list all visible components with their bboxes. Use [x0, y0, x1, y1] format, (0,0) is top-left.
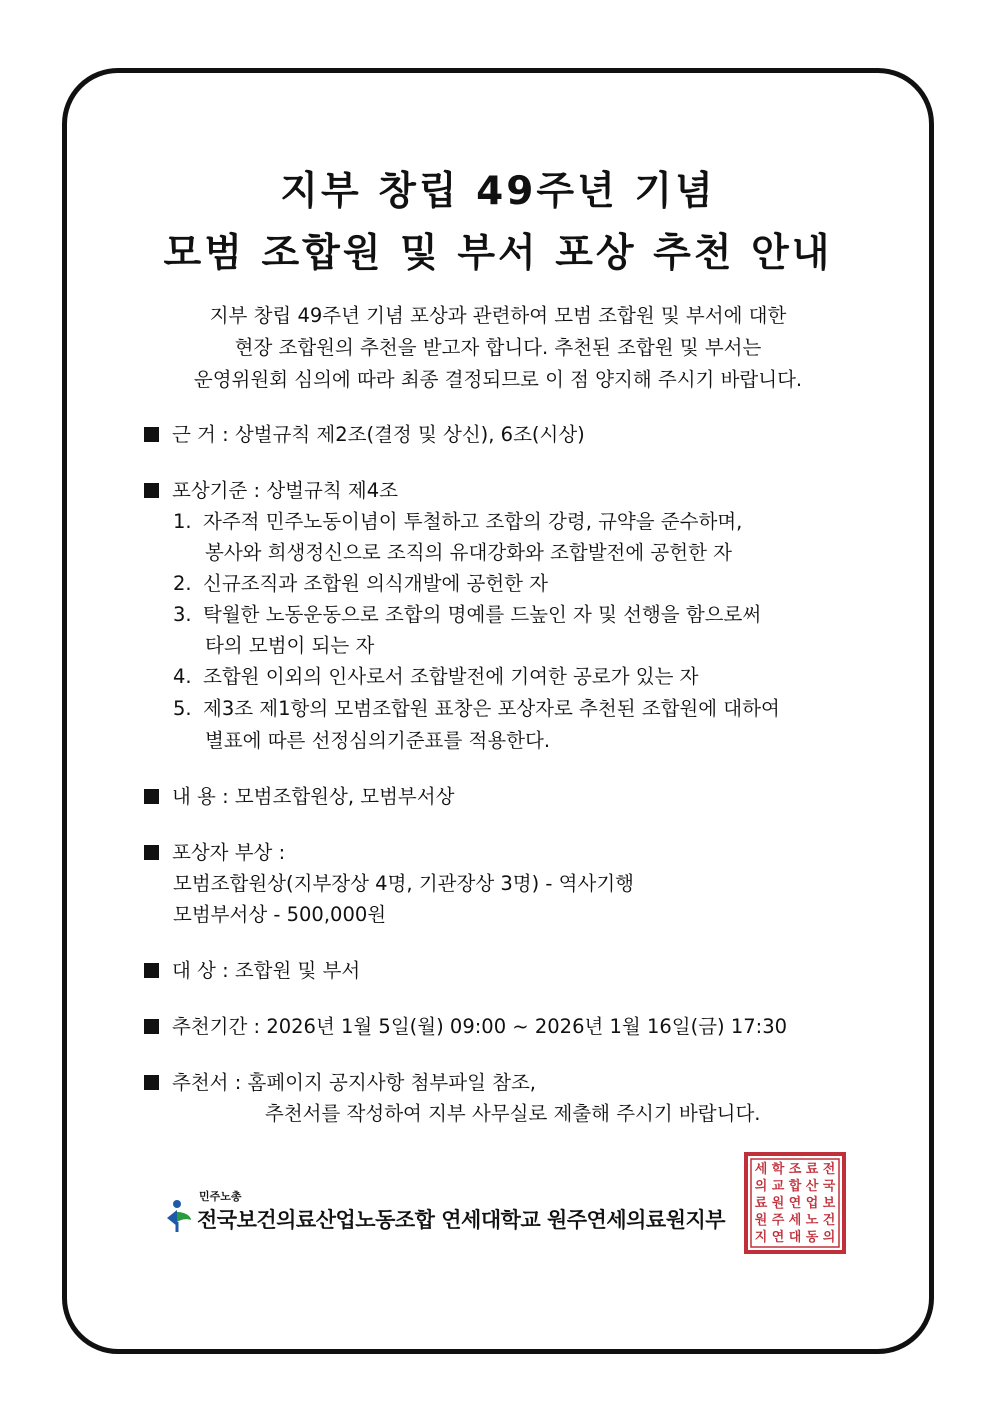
item-text: 제3조 제1항의 모범조합원 표창은 포상자로 추천된 조합원에 대하여: [203, 697, 780, 720]
basis-text: 근 거 : 상벌규칙 제2조(결정 및 상신), 6조(시상): [172, 423, 585, 446]
period-text: 추천기간 : 2026년 1월 5일(월) 09:00 ~ 2026년 1월 16일(금) 17:30: [172, 1015, 788, 1038]
criteria-heading-text: 포상기준 : 상벌규칙 제4조: [172, 479, 398, 502]
seal-glyph: 연: [771, 1230, 785, 1245]
criteria-heading: [144, 476, 398, 506]
seal-glyph: 원: [771, 1196, 785, 1211]
seal-glyph: 국: [822, 1179, 836, 1194]
criteria-item-2: [173, 569, 548, 599]
prize-line-2: 모범부서상 - 500,000원: [173, 903, 387, 926]
prize-line-1: 모범조합원상(지부장상 4명, 기관장상 3명) - 역사기행: [173, 872, 634, 895]
seal-glyph: 건: [822, 1213, 836, 1228]
page-title-line2: 모범 조합원 및 부서 포상 추천 안내: [163, 231, 833, 276]
square-bullet-icon: [144, 963, 159, 978]
seal-glyph: 료: [754, 1196, 768, 1211]
criteria-item-5-cont: 별표에 따른 선정심의기준표를 적용한다.: [205, 729, 551, 752]
square-bullet-icon: [144, 845, 159, 860]
period-section: [144, 1012, 787, 1042]
seal-glyph: 보: [822, 1196, 836, 1211]
item-number: 5.: [173, 697, 192, 720]
union-emblem-icon: [163, 1198, 193, 1234]
seal-glyph: 대: [788, 1230, 802, 1245]
criteria-item-1: [173, 507, 742, 537]
criteria-item-1-cont: 봉사와 희생정신으로 조직의 유대강화와 조합발전에 공헌한 자: [205, 541, 732, 564]
intro-line-2: 현장 조합원의 추천을 받고자 합니다. 추천된 조합원 및 부서는: [234, 336, 762, 359]
basis-section: [144, 420, 585, 450]
seal-glyph: 연: [788, 1196, 802, 1211]
square-bullet-icon: [144, 1019, 159, 1034]
seal-glyph: 주: [771, 1213, 785, 1228]
seal-glyph: 조: [788, 1162, 802, 1177]
target-section: [144, 956, 360, 986]
form-text: 추천서 : 홈페이지 공지사항 첨부파일 참조,: [172, 1071, 536, 1094]
criteria-item-3-cont: 타의 모범이 되는 자: [205, 634, 375, 657]
seal-glyph: 학: [771, 1162, 785, 1177]
target-text: 대 상 : 조합원 및 부서: [172, 959, 361, 982]
form-line-2: 추천서를 작성하여 지부 사무실로 제출해 주시기 바랍니다.: [265, 1102, 761, 1125]
seal-glyph: 산: [805, 1179, 819, 1194]
org-name: 전국보건의료산업노동조합 연세대학교 원주연세의료원지부: [197, 1208, 726, 1232]
seal-glyph: 합: [788, 1179, 802, 1194]
seal-glyph: 지: [754, 1230, 768, 1245]
seal-glyph: 료: [805, 1162, 819, 1177]
square-bullet-icon: [144, 427, 159, 442]
content-section: [144, 782, 454, 812]
page-title-line1: 지부 창립 49주년 기념: [280, 169, 716, 214]
item-number: 3.: [173, 603, 192, 626]
intro-line-3: 운영위원회 심의에 따라 최종 결정되므로 이 점 양지해 주시기 바랍니다.: [193, 368, 803, 391]
intro-paragraph: [62, 300, 934, 396]
item-text: 자주적 민주노동이념이 투철하고 조합의 강령, 규약을 준수하며,: [203, 510, 743, 533]
seal-glyph: 의: [822, 1230, 836, 1245]
seal-glyph: 세: [754, 1162, 768, 1177]
seal-glyph: 원: [754, 1213, 768, 1228]
seal-glyph: 노: [805, 1213, 819, 1228]
item-number: 2.: [173, 572, 192, 595]
item-text: 탁월한 노동운동으로 조합의 명예를 드높인 자 및 선행을 함으로써: [203, 603, 762, 626]
union-logo: [163, 1188, 726, 1242]
seal-glyph: 의: [754, 1179, 768, 1194]
square-bullet-icon: [144, 1075, 159, 1090]
prize-heading: [144, 838, 285, 868]
intro-line-1: 지부 창립 49주년 기념 포상과 관련하여 모범 조합원 및 부서에 대한: [209, 304, 787, 327]
square-bullet-icon: [144, 789, 159, 804]
criteria-item-4: [173, 662, 698, 692]
prize-heading-text: 포상자 부상 :: [172, 841, 286, 864]
seal-glyph: 세: [788, 1213, 802, 1228]
seal-glyph: 전: [822, 1162, 836, 1177]
content-text: 내 용 : 모범조합원상, 모범부서상: [172, 785, 455, 808]
item-text: 신규조직과 조합원 의식개발에 공헌한 자: [203, 572, 549, 595]
kctu-label: 민주노총: [199, 1190, 242, 1203]
square-bullet-icon: [144, 483, 159, 498]
form-section: [144, 1068, 536, 1098]
item-number: 1.: [173, 510, 192, 533]
criteria-item-5: [173, 694, 780, 724]
seal-glyph: 교: [771, 1179, 785, 1194]
seal-glyph: 동: [805, 1230, 819, 1245]
official-seal-icon: [743, 1151, 847, 1255]
seal-glyph: 업: [805, 1196, 819, 1211]
item-number: 4.: [173, 665, 192, 688]
item-text: 조합원 이외의 인사로서 조합발전에 기여한 공로가 있는 자: [203, 665, 699, 688]
criteria-item-3: [173, 600, 761, 630]
